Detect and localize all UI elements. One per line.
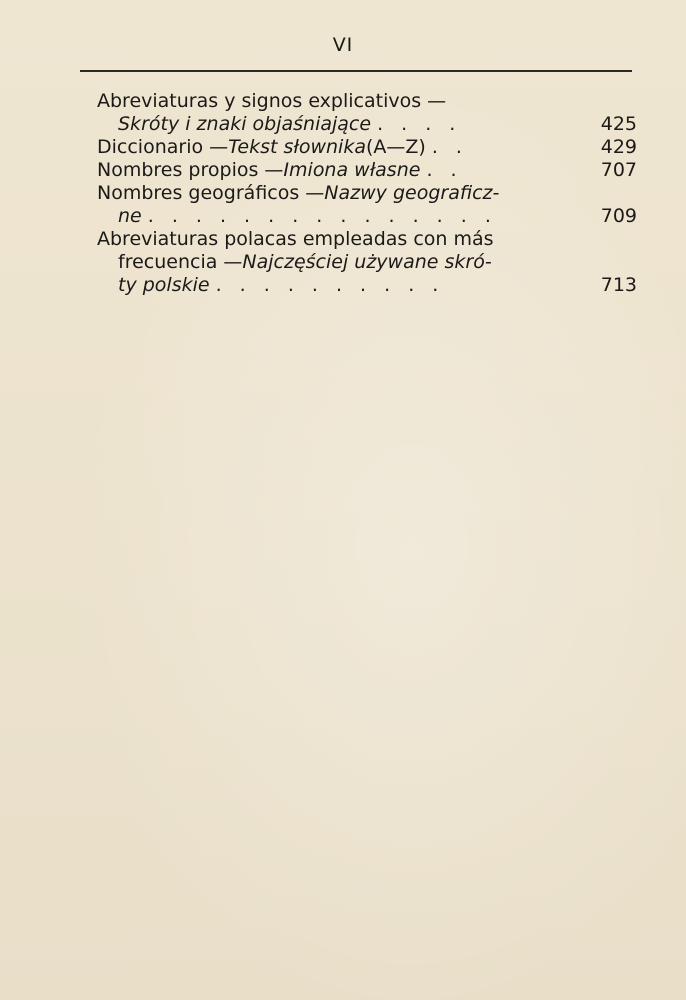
leader-dots: . . xyxy=(431,136,468,158)
toc-entry-abreviaturas[interactable] xyxy=(97,90,637,136)
toc-entry-nombres-geograficos[interactable] xyxy=(97,182,637,228)
toc-entry-diccionario[interactable] xyxy=(97,136,637,159)
toc-entry-title: Nombres propios — xyxy=(97,159,284,181)
leader-dots: . . . . . . . . . . . . . . . xyxy=(147,205,497,227)
leader-dots: . . xyxy=(426,159,463,181)
header-rule xyxy=(80,70,632,72)
toc-page-number: 707 xyxy=(600,159,637,181)
toc-page-number: 429 xyxy=(600,136,637,158)
toc-entry-title: Nombres geográficos — xyxy=(97,182,325,204)
toc-entry-nombres-propios[interactable] xyxy=(97,159,637,182)
toc-entry-title: Abreviaturas polacas empleadas con más xyxy=(97,228,494,250)
toc-entry-translation: Tekst słownika xyxy=(228,136,366,158)
page-number: VI xyxy=(332,34,354,56)
table-of-contents xyxy=(97,90,637,297)
toc-entry-translation: Imiona własne xyxy=(283,159,421,181)
toc-entry-translation: Najczęściej używane skró- xyxy=(242,251,492,273)
toc-entry-title-continued: frecuencia — xyxy=(118,251,243,273)
toc-entry-translation: Skróty i znaki objaśniające xyxy=(118,113,372,135)
leader-dots: . . . . xyxy=(377,113,462,135)
leader-dots: . . . . . . . . . . xyxy=(215,274,445,296)
toc-entry-title: Abreviaturas y signos explicativos — xyxy=(97,90,447,112)
toc-page-number: 709 xyxy=(600,205,637,227)
toc-page-number: 425 xyxy=(600,113,637,135)
toc-entry-range: (A—Z) xyxy=(365,136,426,158)
toc-entry-translation: Nazwy geograficz- xyxy=(324,182,500,204)
toc-entry-abreviaturas-polacas[interactable] xyxy=(97,228,637,297)
toc-page-number: 713 xyxy=(600,274,637,296)
toc-entry-translation-continued: ne xyxy=(118,205,142,227)
toc-entry-title: Diccionario — xyxy=(97,136,229,158)
toc-entry-translation-continued: ty polskie xyxy=(118,274,210,296)
